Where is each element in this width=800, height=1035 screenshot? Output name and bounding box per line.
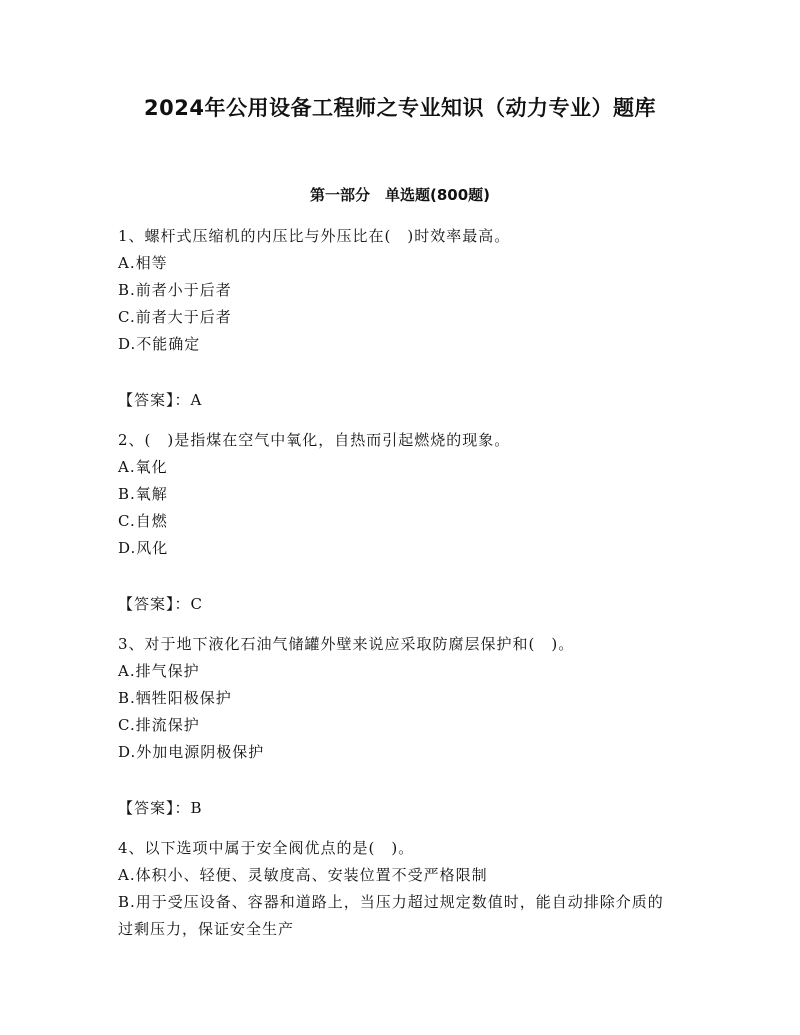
answer-label: 【答案】： — [118, 799, 191, 817]
option-c: C.自燃 — [118, 512, 168, 530]
option-c: C.前者大于后者 — [118, 308, 232, 326]
option-a: A.排气保护 — [118, 662, 200, 680]
option-a: A.氧化 — [118, 458, 168, 476]
answer-value: A — [190, 391, 203, 409]
question-stem: 1、螺杆式压缩机的内压比与外压比在( )时效率最高。 — [118, 227, 511, 245]
option-b: B.牺牲阳极保护 — [118, 689, 232, 707]
option-d: D.风化 — [118, 539, 169, 557]
answer-value: C — [190, 595, 203, 613]
option-d: D.外加电源阴极保护 — [118, 743, 265, 761]
question-stem: 3、对于地下液化石油气储罐外壁来说应采取防腐层保护和( )。 — [118, 635, 575, 653]
option-b: B.氧解 — [118, 485, 168, 503]
option-b: B.用于受压设备、容器和道路上，当压力超过规定数值时，能自动排除介质的过剩压力，保证安全生产 — [118, 893, 664, 938]
answer-label: 【答案】： — [118, 391, 191, 409]
option-c: C.排流保护 — [118, 716, 200, 734]
option-a: A.体积小、轻便、灵敏度高、安装位置不受严格限制 — [118, 866, 488, 884]
option-a: A.相等 — [118, 254, 168, 272]
question-2 — [118, 427, 678, 562]
question-3 — [118, 631, 678, 766]
option-d: D.不能确定 — [118, 335, 201, 353]
answer-1 — [118, 389, 678, 410]
option-b: B.前者小于后者 — [118, 281, 232, 299]
answer-3 — [118, 797, 678, 818]
answer-value: B — [190, 799, 203, 817]
question-stem: 4、以下选项中属于安全阀优点的是( )。 — [118, 839, 415, 857]
question-4 — [118, 835, 678, 943]
question-stem: 2、( )是指煤在空气中氧化，自热而引起燃烧的现象。 — [118, 431, 511, 449]
answer-label: 【答案】： — [118, 595, 191, 613]
answer-2 — [118, 593, 678, 614]
section-title: 第一部分 单选题(800题) — [309, 186, 491, 204]
document-title: 2024年公用设备工程师之专业知识（动力专业）题库 — [144, 96, 656, 120]
question-1 — [118, 223, 678, 358]
